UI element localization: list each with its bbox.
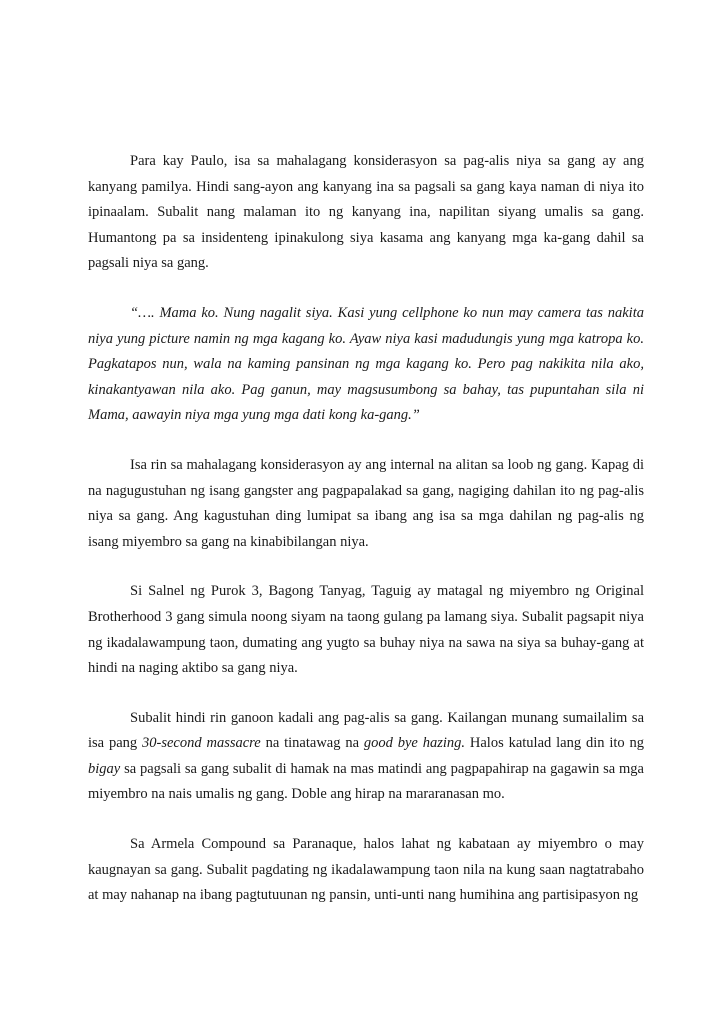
- paragraph-armela: Sa Armela Compound sa Paranaque, halos lahat ng kabataan ay miyembro o may kaugnayan sa gang. Subalit pagdating ng ikadalawampung taon nila na kung saan nagtatrabaho at may nahanap na ibang pagtutuunan ng pansin, unti-unti nang humihina ang partisipasyon ng: [88, 836, 644, 904]
- quote-paragraph: “…. Mama ko. Nung nagalit siya. Kasi yung cellphone ko nun may camera tas nakita niya yung picture namin ng mga kagang ko. Ayaw niya kasi madudungis yung mga katropa ko. Pagkatapos nun, wala na kaming pansinan ng mga kagang ko. Pero pag nakikita nila ako, kinakantyawan nila ako. Pag ganun, may magsusumbong sa bahay, tas pupuntahan sila ni Mama, aawayin niya mga yung mga dati kong ka-gang.”: [88, 304, 644, 424]
- text-run: na tinatawag na: [260, 735, 364, 752]
- document-page: [88, 149, 644, 909]
- italic-term-hazing: good bye hazing.: [363, 735, 466, 752]
- italic-term-massacre: 30-second massacre: [142, 735, 261, 752]
- paragraph-paulo: Para kay Paulo, isa sa mahalagang konsiderasyon sa pag-alis niya sa gang ay ang kanyang pamilya. Hindi sang-ayon ang kanyang ina sa pagsali sa gang kaya naman di niya ito ipinaalam. Subalit nang malaman ito ng kanyang ina, napilitan siyang umalis sa gang. Humantong pa sa insidenteng ipinakulong siya kasama ang kanyang mga ka-gang dahil sa pagsali niya sa gang.: [88, 153, 644, 272]
- paragraph-salnel: Si Salnel ng Purok 3, Bagong Tanyag, Taguig ay matagal ng miyembro ng Original Brotherhood 3 gang simula noong siyam na taong gulang pa lamang siya. Subalit pagsapit niya ng ikadalawampung taon, dumating ang yugto sa buhay niya na sawa na siya sa buhay-gang at hindi na naging aktibo sa gang niya.: [88, 583, 644, 677]
- text-run: sa pagsali sa gang subalit di hamak na mas matindi ang pagpapahirap na gagawin sa mga miyembro na nais umalis ng gang. Doble ang hirap na mararanasan mo.: [88, 760, 644, 803]
- text-run: Subalit hindi rin ganoon kadali ang pag-alis sa gang. Kailangan munang sumailalim sa isa pang: [88, 709, 644, 752]
- text-run: Halos katulad lang din ito ng: [465, 735, 644, 752]
- paragraph-internal-conflict: Isa rin sa mahalagang konsiderasyon ay ang internal na alitan sa loob ng gang. Kapag di na nagugustuhan ng isang gangster ang pagpapalakad sa gang, nagiging dahilan ito ng pag-alis niya sa gang. Ang kagustuhan ding lumipat sa ibang ang isa sa mga dahilan ng pag-alis ng isang miyembro sa gang na kinabibilangan niya.: [88, 456, 644, 550]
- paragraph-goodbye-hazing: [88, 706, 644, 808]
- italic-term-bigay: bigay: [88, 760, 121, 777]
